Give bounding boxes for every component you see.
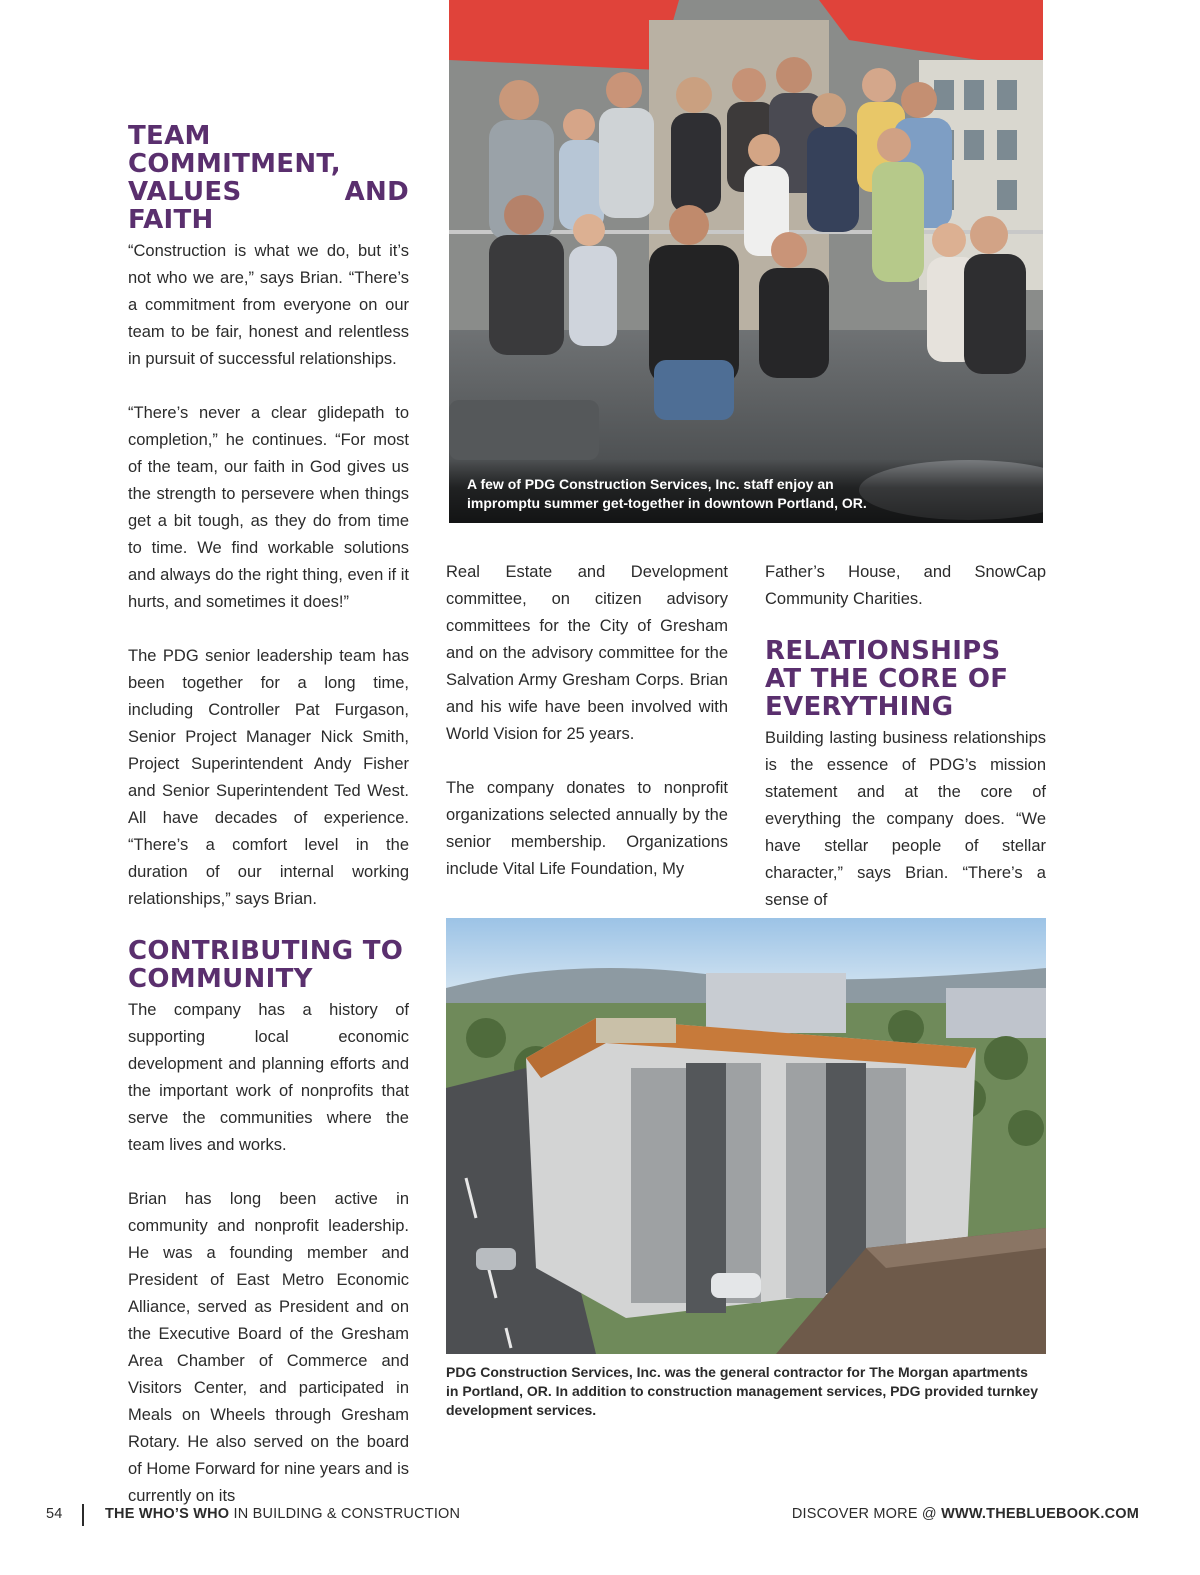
paragraph: The company donates to nonprofit organizations selected annually by the senior membership. Organizations include Vital Life Foundation, My	[446, 779, 728, 878]
paragraph: Building lasting business relationships is the essence of PDG’s mission statement and at the core of everything the company does. “We have stellar people of stellar character,” says Brian. “There’s a sense of	[765, 729, 1046, 909]
building-photo-caption: PDG Construction Services, Inc. was the general contractor for The Morgan apartments in Portland, OR. In addition to construction management services, PDG provided turnkey development services.	[446, 1364, 1038, 1418]
publication-title: THE WHO’S WHO IN BUILDING & CONSTRUCTION	[105, 1506, 461, 1522]
heading-relationships: RELATIONSHIPS AT THE CORE OF EVERYTHING	[765, 636, 1009, 722]
heading-team-commitment: TEAM COMMITMENT, VALUES AND FAITH	[128, 121, 409, 235]
team-photo	[449, 0, 1043, 523]
middle-column	[446, 559, 728, 883]
left-column	[128, 122, 409, 1510]
discover-more: DISCOVER MORE @ WWW.THEBLUEBOOK.COM	[791, 1506, 1139, 1522]
heading-contributing: CONTRIBUTING TO COMMUNITY	[128, 936, 404, 994]
paragraph: Father’s House, and SnowCap Community Charities.	[765, 563, 1046, 608]
paragraph: The company has a history of supporting local economic development and planning efforts and the important work of nonprofits that serve the communities where the team lives and works.	[128, 1001, 409, 1154]
paragraph: Brian has long been active in community and nonprofit leadership. He was a founding member and President of East Metro Economic Alliance, served as President and on the Executive Board of the Gresham Area Chamber of Commerce and Visitors Center, and participated in Meals on Wheels through Gresham Rotary. He also served on the board of Home Forward for nine years and is currently on its	[128, 1190, 409, 1505]
website-link[interactable]: WWW.THEBLUEBOOK.COM	[941, 1506, 1139, 1522]
right-column	[765, 559, 1046, 914]
paragraph: “Construction is what we do, but it’s not who we are,” says Brian. “There’s a commitment from everyone on our team to be fair, honest and relentless in pursuit of successful relationships.	[128, 242, 409, 368]
team-photo-caption: A few of PDG Construction Services, Inc. staff enjoy an impromptu summer get-together in downtown Portland, OR.	[449, 459, 1043, 523]
page-number: 54	[46, 1506, 63, 1522]
footer-divider	[82, 1504, 84, 1526]
building-photo	[446, 918, 1046, 1354]
paragraph: “There’s never a clear glidepath to completion,” he continues. “For most of the team, our faith in God gives us the strength to persevere when things get a bit tough, as they do from time to time. We find workable solutions and always do the right thing, even if it hurts, and sometimes it does!”	[128, 404, 409, 611]
building-photo-illustration	[446, 918, 1046, 1354]
paragraph: Real Estate and Development committee, on citizen advisory committees for the City of Gresham and on the advisory committee for the Salvation Army Gresham Corps. Brian and his wife have been involved with World Vision for 25 years.	[446, 563, 728, 743]
paragraph: The PDG senior leadership team has been together for a long time, including Controller Pat Furgason, Senior Project Manager Nick Smith, Project Superintendent Andy Fisher and Senior Superintendent Ted West. All have decades of experience. “There’s a comfort level in the duration of our internal working relationships,” says Brian.	[128, 647, 409, 908]
team-photo-illustration	[449, 0, 1043, 523]
